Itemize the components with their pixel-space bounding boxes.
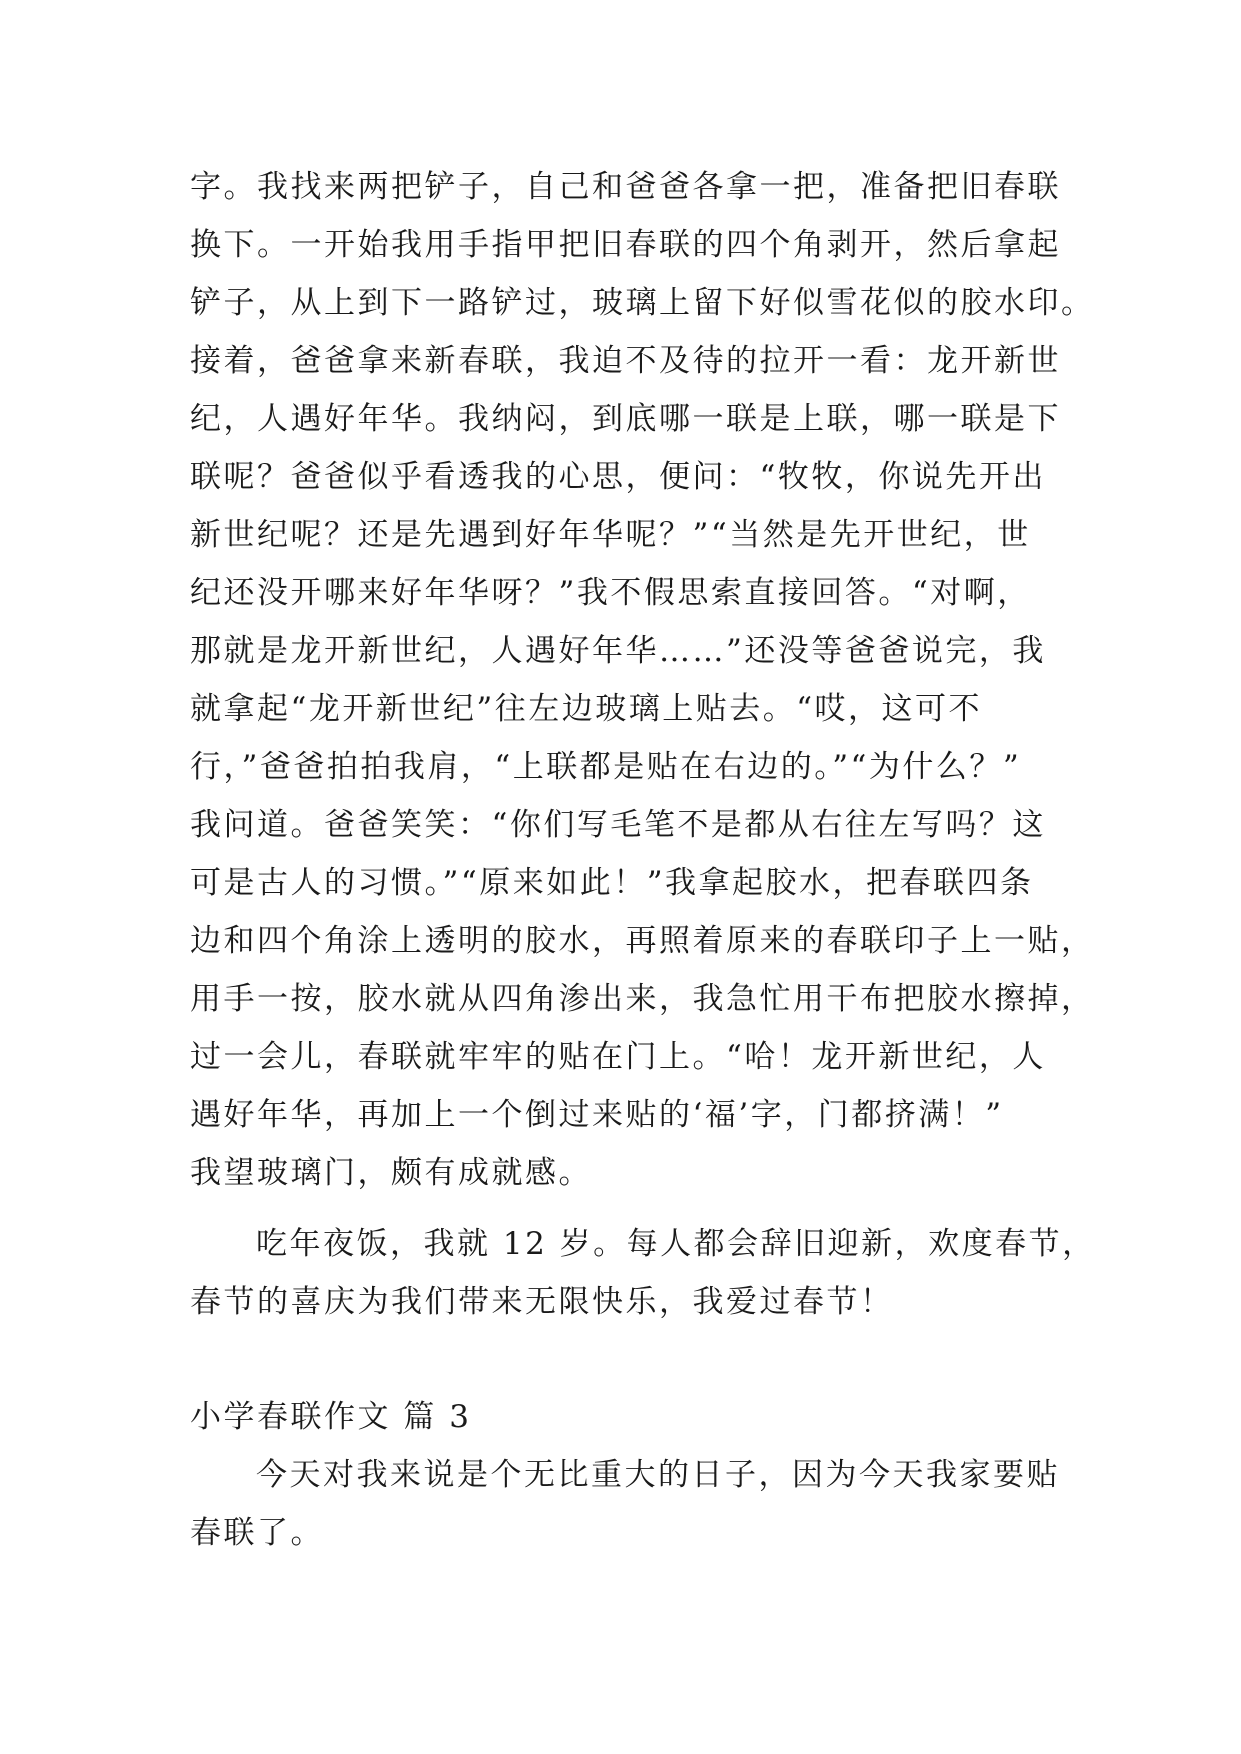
text-line: 可是古人的习惯。”“原来如此！”我拿起胶水，把春联四条 bbox=[190, 865, 1034, 901]
text-line: 纪，人遇好年华。我纳闷，到底哪一联是上联，哪一联是下 bbox=[190, 401, 1061, 437]
paragraph-3 bbox=[190, 1446, 1070, 1562]
text-line: 新世纪呢？还是先遇到好年华呢？”“当然是先开世纪，世 bbox=[190, 517, 1031, 553]
text-line: 用手一按，胶水就从四角渗出来，我急忙用干布把胶水擦掉， bbox=[190, 981, 1095, 1017]
text-line: 就拿起“龙开新世纪”往左边玻璃上贴去。“哎，这可不 bbox=[190, 691, 983, 727]
section-heading bbox=[190, 1388, 1070, 1446]
text-line: 边和四个角涂上透明的胶水，再照着原来的春联印子上一贴， bbox=[190, 923, 1095, 959]
text-line: 今天对我来说是个无比重大的日子，因为今天我家要贴 bbox=[256, 1457, 1060, 1493]
text-line: 行，”爸爸拍拍我肩，“上联都是贴在右边的。”“为什么？” bbox=[190, 749, 1022, 785]
text-line: 铲子，从上到下一路铲过，玻璃上留下好似雪花似的胶水印。 bbox=[190, 285, 1095, 321]
text-line: 联呢？爸爸似乎看透我的心思，便问：“牧牧，你说先开出 bbox=[190, 459, 1046, 495]
text-line: 我问道。爸爸笑笑：“你们写毛笔不是都从右往左写吗？这 bbox=[190, 807, 1046, 843]
text-line: 春联了。 bbox=[190, 1515, 324, 1551]
paragraph-2 bbox=[190, 1215, 1096, 1331]
text-line: 那就是龙开新世纪，人遇好年华……”还没等爸爸说完，我 bbox=[190, 633, 1046, 669]
paragraph-1 bbox=[190, 158, 1095, 1202]
section-heading-text: 小学春联作文 篇 3 bbox=[190, 1399, 472, 1435]
text-line: 过一会儿，春联就牢牢的贴在门上。“哈！龙开新世纪，人 bbox=[190, 1039, 1046, 1075]
text-line: 接着，爸爸拿来新春联，我迫不及待的拉开一看：龙开新世 bbox=[190, 343, 1061, 379]
text-line: 遇好年华，再加上一个倒过来贴的‘福’字，门都挤满！” bbox=[190, 1097, 1004, 1133]
text-line: 春节的喜庆为我们带来无限快乐，我爱过春节！ bbox=[190, 1284, 894, 1320]
text-line: 纪还没开哪来好年华呀？”我不假思索直接回答。“对啊， bbox=[190, 575, 1031, 611]
text-line: 换下。一开始我用手指甲把旧春联的四个角剥开，然后拿起 bbox=[190, 227, 1061, 263]
text-line: 我望玻璃门，颇有成就感。 bbox=[190, 1155, 592, 1191]
text-line: 字。我找来两把铲子，自己和爸爸各拿一把，准备把旧春联 bbox=[190, 169, 1061, 205]
text-line: 吃年夜饭，我就 12 岁。每人都会辞旧迎新，欢度春节， bbox=[256, 1226, 1096, 1262]
